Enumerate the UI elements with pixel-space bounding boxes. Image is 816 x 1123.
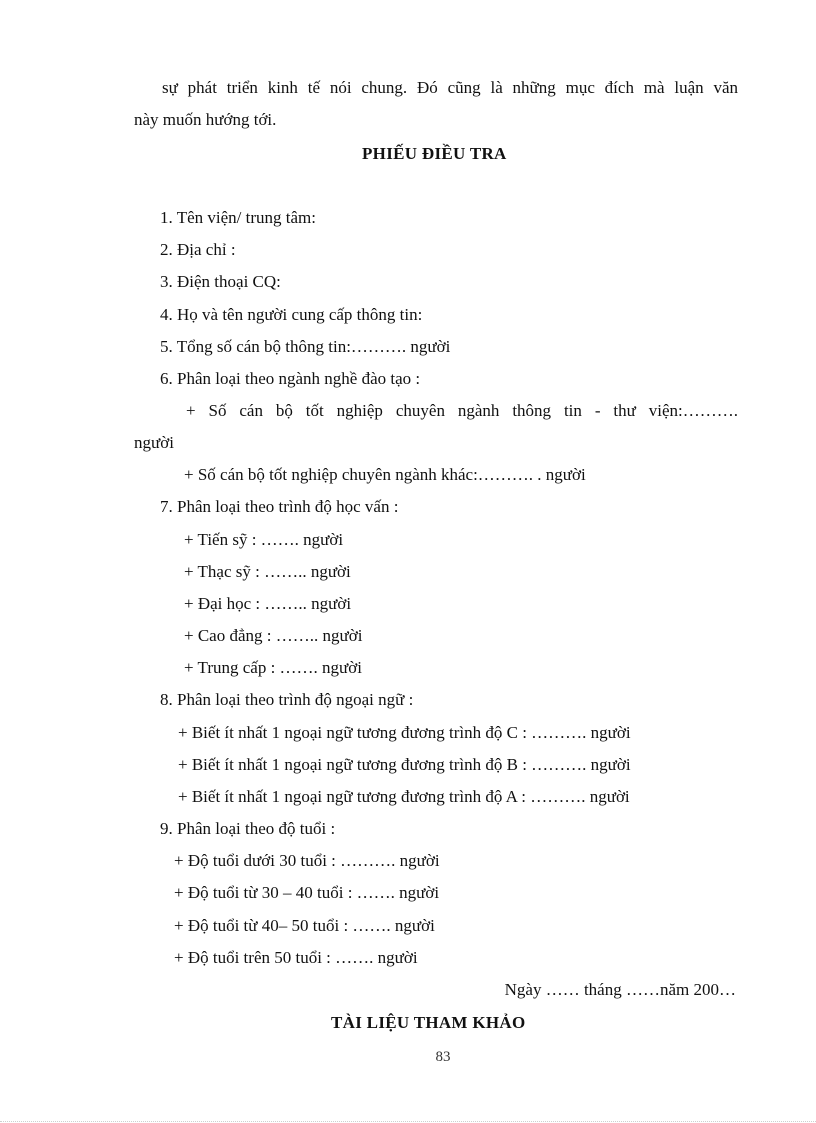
item-3: 3. Điện thoại CQ:	[160, 272, 281, 291]
item-8: 8. Phân loại theo trình độ ngoại ngữ :	[160, 690, 414, 709]
item-9: 9. Phân loại theo độ tuổi :	[160, 819, 336, 838]
item-6a-line-2: người	[134, 433, 174, 452]
page-bottom-rule	[0, 1121, 816, 1122]
item-7d: + Cao đẳng : …….. người	[184, 626, 363, 645]
item-7: 7. Phân loại theo trình độ học vấn :	[160, 497, 399, 516]
item-8c: + Biết ít nhất 1 ngoại ngữ tương đương trình độ A : ………. người	[178, 787, 630, 806]
item-1: 1. Tên viện/ trung tâm:	[160, 208, 316, 227]
page-number: 83	[435, 1049, 451, 1065]
item-2: 2. Địa chỉ :	[160, 240, 236, 259]
intro-line-1: sự phát triển kinh tế nói chung. Đó cũng là những mục đích mà luận văn	[162, 78, 738, 97]
item-8a: + Biết ít nhất 1 ngoại ngữ tương đương trình độ C : ………. người	[178, 723, 631, 742]
item-7b: + Thạc sỹ : …….. người	[184, 562, 351, 581]
intro-line-2: này muốn hướng tới.	[134, 110, 277, 129]
item-4: 4. Họ và tên người cung cấp thông tin:	[160, 305, 423, 324]
date-line: Ngày …… tháng ……năm 200…	[504, 980, 736, 999]
item-6b: + Số cán bộ tốt nghiệp chuyên ngành khác:………. . người	[184, 465, 586, 484]
item-8b: + Biết ít nhất 1 ngoại ngữ tương đương trình độ B : ………. người	[178, 755, 631, 774]
item-9b: + Độ tuổi từ 30 – 40 tuổi : ……. người	[174, 883, 440, 902]
item-7e: + Trung cấp : ……. người	[184, 658, 362, 677]
item-7c: + Đại học : …….. người	[184, 594, 352, 613]
item-7a: + Tiến sỹ : ……. người	[184, 530, 344, 549]
item-9c: + Độ tuổi từ 40– 50 tuổi : ……. người	[174, 916, 435, 935]
survey-title: PHIẾU ĐIỀU TRA	[362, 144, 507, 163]
references-heading: TÀI LIỆU THAM KHẢO	[331, 1013, 526, 1032]
item-9d: + Độ tuổi trên 50 tuổi : ……. người	[174, 948, 418, 967]
item-6: 6. Phân loại theo ngành nghề đào tạo :	[160, 369, 421, 388]
item-6a-line-1: + Số cán bộ tốt nghiệp chuyên ngành thông tin - thư viện:……….	[186, 401, 738, 420]
item-5: 5. Tổng số cán bộ thông tin:………. người	[160, 337, 451, 356]
item-9a: + Độ tuổi dưới 30 tuổi : ………. người	[174, 851, 440, 870]
